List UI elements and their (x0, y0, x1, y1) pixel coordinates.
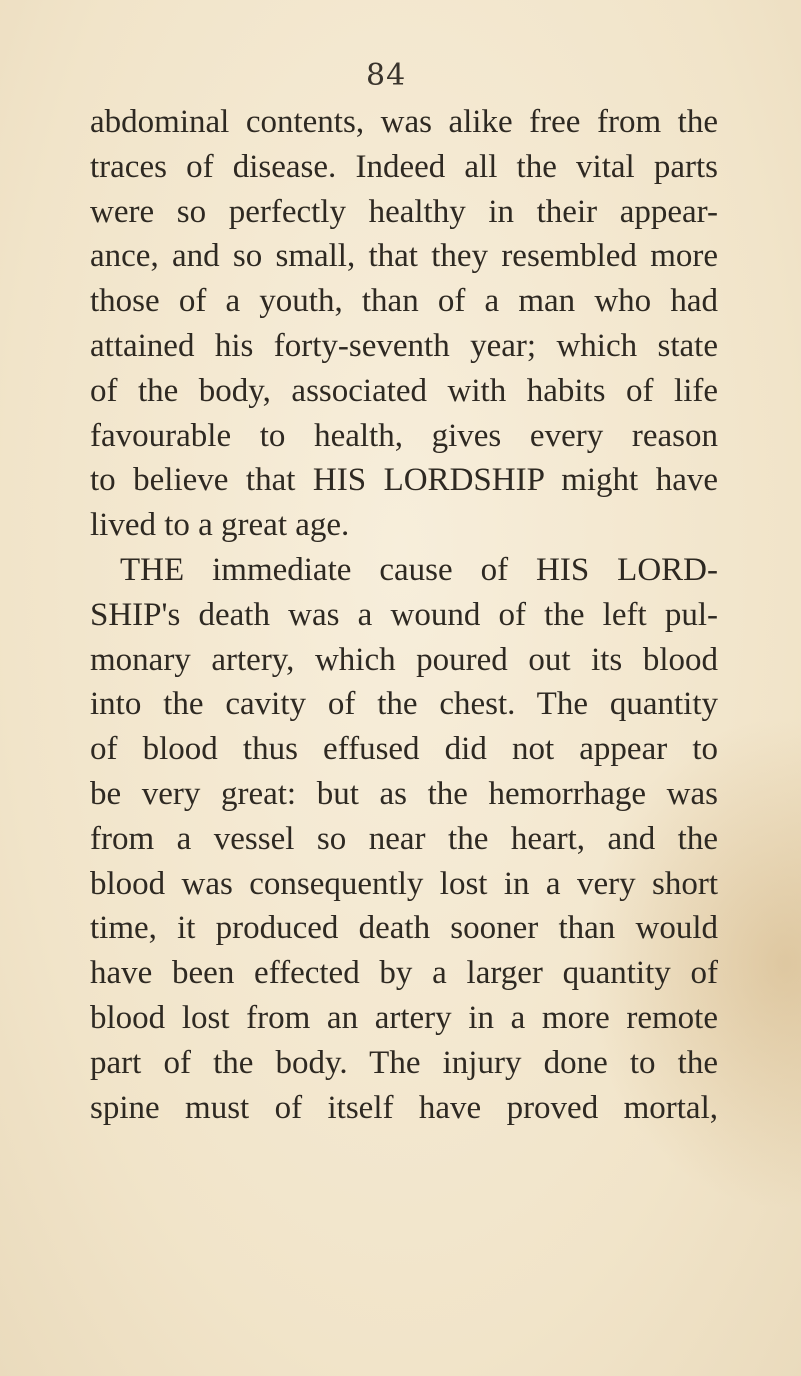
text-line: time, it produced death sooner than would (90, 910, 718, 947)
text-line: blood was consequently lost in a very short (90, 865, 718, 902)
text-line: traces of disease. Indeed all the vital parts (90, 148, 718, 185)
text-line: abdominal contents, was alike free from the (90, 104, 718, 140)
text-line: monary artery, which poured out its blood (90, 641, 718, 678)
text-line: spine must of itself have proved mortal, (90, 1089, 718, 1126)
paragraph-start-line: THE immediate cause of HIS LORD- (120, 551, 718, 588)
text-line: SHIP's death was a wound of the left pul- (90, 596, 718, 633)
text-line: of blood thus effused did not appear to (90, 731, 718, 768)
page-number: 84 (366, 58, 407, 93)
text-line: of the body, associated with habits of life (90, 372, 718, 409)
text-line: those of a youth, than of a man who had (90, 283, 718, 320)
text-line: were so perfectly healthy in their appear- (90, 193, 718, 230)
text-line: from a vessel so near the heart, and the (90, 820, 718, 857)
text-line: lived to a great age. (90, 507, 350, 544)
text-line: be very great: but as the hemorrhage was (90, 775, 718, 812)
text-line: ance, and so small, that they resembled more (90, 238, 718, 275)
text-line: favourable to health, gives every reason (90, 417, 718, 454)
text-line: attained his forty-seventh year; which state (90, 327, 718, 364)
body-text (90, 100, 718, 1130)
text-line: into the cavity of the chest. The quantity (90, 686, 718, 723)
text-line: part of the body. The injury done to the (90, 1044, 718, 1081)
text-line: to believe that HIS LORDSHIP might have (90, 462, 718, 499)
text-line: blood lost from an artery in a more remote (90, 999, 718, 1036)
text-line: have been effected by a larger quantity of (90, 955, 718, 992)
